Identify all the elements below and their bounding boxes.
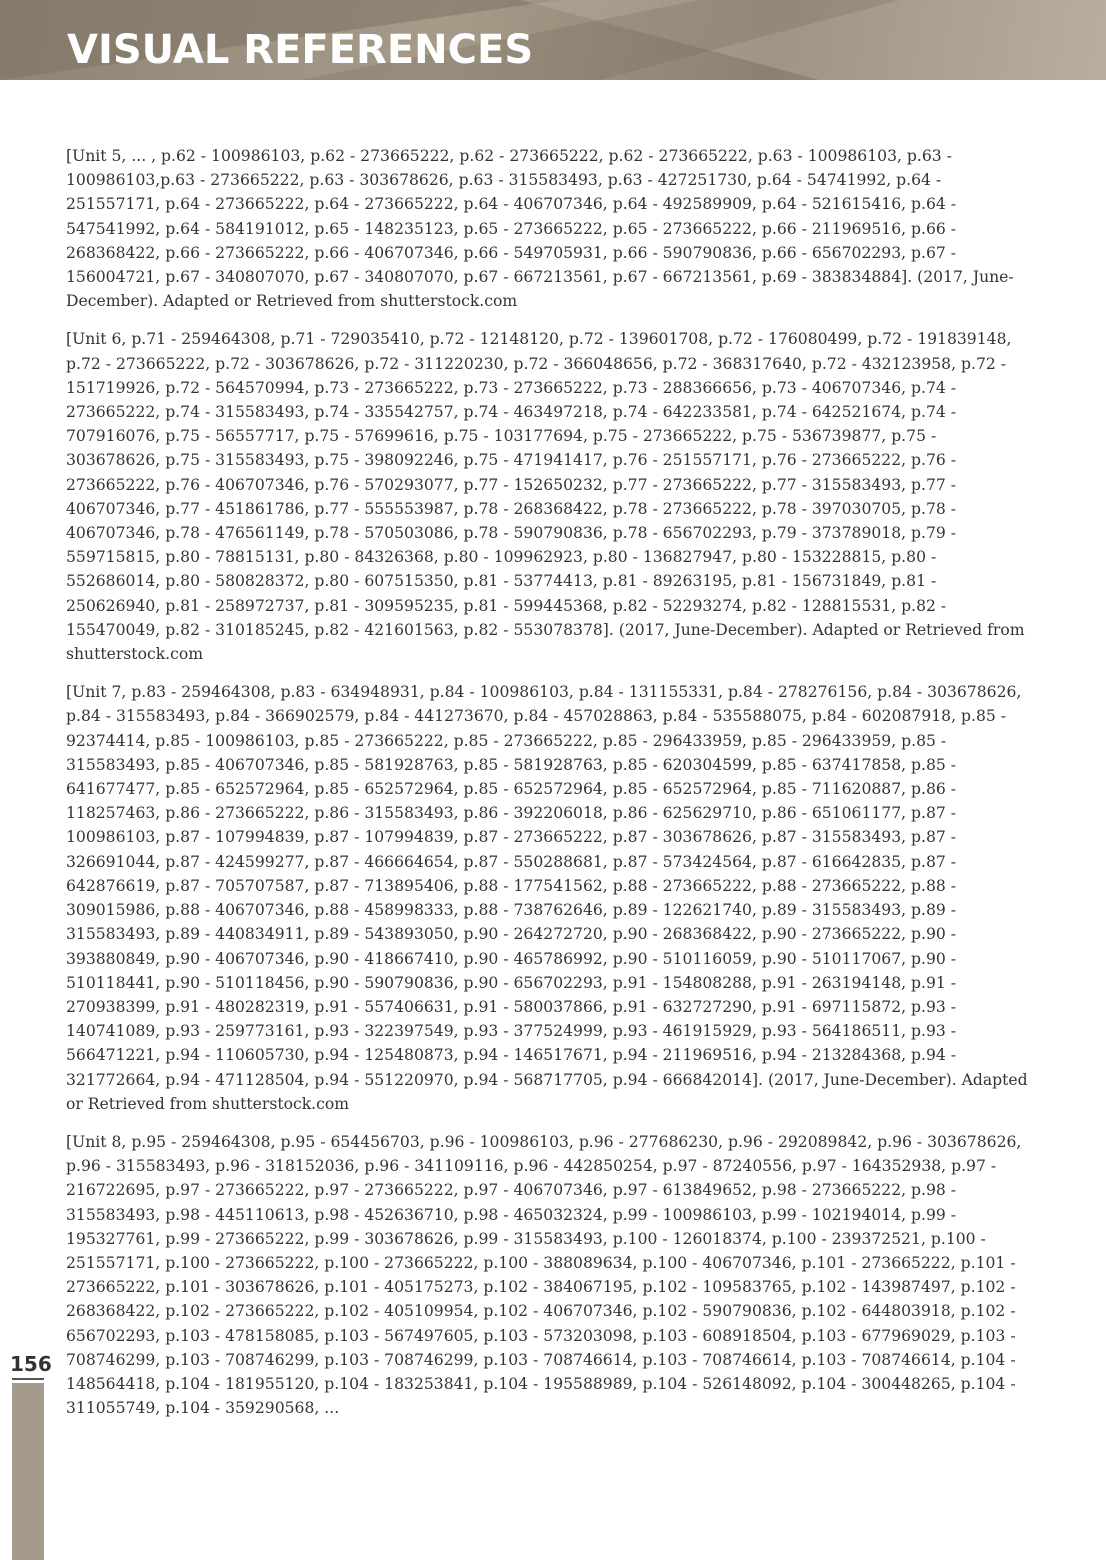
page-number-rule (12, 1378, 44, 1380)
reference-paragraph-unit-8: [Unit 8, p.95 - 259464308, p.95 - 654456703, p.96 - 100986103, p.96 - 277686230, p.96 - 292089842, p.96 - 303678626, p.96 - 315583493, p.96 - 318152036, p.96 - 341109116, p.96 - 442850254, p.97 - 87240556, p.97 - 164352938, p.97 - 216722695, p.97 - 273665222, p.97 - 273665222, p.97 - 406707346, p.97 - 613849652, p.98 - 273665222, p.98 - 315583493, p.98 - 445110613, p.98 - 452636710, p.98 - 465032324, p.99 - 100986103, p.99 - 102194014, p.99 - 195327761, p.99 - 273665222, p.99 - 303678626, p.99 - 315583493, p.100 - 126018374, p.100 - 239372521, p.100 - 251557171, p.100 - 273665222, p.100 - 273665222, p.100 - 388089634, p.100 - 406707346, p.101 - 273665222, p.101 - 273665222, p.101 - 303678626, p.101 - 405175273, p.102 - 384067195, p.102 - 109583765, p.102 - 143987497, p.102 - 268368422, p.102 - 273665222, p.102 - 405109954, p.102 - 406707346, p.102 - 590790836, p.102 - 644803918, p.102 - 656702293, p.103 - 478158085, p.103 - 567497605, p.103 - 573203098, p.103 - 608918504, p.103 - 677969029, p.103 - 708746299, p.103 - 708746299, p.103 - 708746299, p.103 - 708746614, p.103 - 708746614, p.103 - 708746614, p.104 - 148564418, p.104 - 181955120, p.104 - 183253841, p.104 - 195588989, p.104 - 526148092, p.104 - 300448265, p.104 - 311055749, p.104 - 359290568, ... (66, 1132, 1022, 1418)
reference-paragraph-unit-7: [Unit 7, p.83 - 259464308, p.83 - 634948931, p.84 - 100986103, p.84 - 131155331, p.84 - 278276156, p.84 - 303678626, p.84 - 315583493, p.84 - 366902579, p.84 - 441273670, p.84 - 457028863, p.84 - 535588075, p.84 - 602087918, p.85 - 92374414, p.85 - 100986103, p.85 - 273665222, p.85 - 273665222, p.85 - 296433959, p.85 - 296433959, p.85 - 315583493, p.85 - 406707346, p.85 - 581928763, p.85 - 581928763, p.85 - 620304599, p.85 - 637417858, p.85 - 641677477, p.85 - 652572964, p.85 - 652572964, p.85 - 652572964, p.85 - 652572964, p.85 - 711620887, p.86 - 118257463, p.86 - 273665222, p.86 - 315583493, p.86 - 392206018, p.86 - 625629710, p.86 - 651061177, p.87 - 100986103, p.87 - 107994839, p.87 - 107994839, p.87 - 273665222, p.87 - 303678626, p.87 - 315583493, p.87 - 326691044, p.87 - 424599277, p.87 - 466664654, p.87 - 550288681, p.87 - 573424564, p.87 - 616642835, p.87 - 642876619, p.87 - 705707587, p.87 - 713895406, p.88 - 177541562, p.88 - 273665222, p.88 - 273665222, p.88 - 309015986, p.88 - 406707346, p.88 - 458998333, p.88 - 738762646, p.89 - 122621740, p.89 - 315583493, p.89 - 315583493, p.89 - 440834911, p.89 - 543893050, p.90 - 264272720, p.90 - 268368422, p.90 - 273665222, p.90 - 393880849, p.90 - 406707346, p.90 - 418667410, p.90 - 465786992, p.90 - 510116059, p.90 - 510117067, p.90 - 510118441, p.90 - 510118456, p.90 - 590790836, p.90 - 656702293, p.91 - 154808288, p.91 - 263194148, p.91 - 270938399, p.91 - 480282319, p.91 - 557406631, p.91 - 580037866, p.91 - 632727290, p.91 - 697115872, p.93 - 140741089, p.93 - 259773161, p.93 - 322397549, p.93 - 377524999, p.93 - 461915929, p.93 - 564186511, p.93 - 566471221, p.94 - 110605730, p.94 - 125480873, p.94 - 146517671, p.94 - 211969516, p.94 - 213284368, p.94 - 321772664, p.94 - 471128504, p.94 - 551220970, p.94 - 568717705, p.94 - 666842014]. (2017, June-December). Adapted or Retrieved from shutterstock.com (66, 683, 1028, 1113)
reference-paragraph-unit-6: [Unit 6, p.71 - 259464308, p.71 - 729035410, p.72 - 12148120, p.72 - 139601708, p.72 - 176080499, p.72 - 191839148, p.72 - 273665222, p.72 - 303678626, p.72 - 311220230, p.72 - 366048656, p.72 - 368317640, p.72 - 432123958, p.72 - 151719926, p.72 - 564570994, p.73 - 273665222, p.73 - 273665222, p.73 - 288366656, p.73 - 406707346, p.74 - 273665222, p.74 - 315583493, p.74 - 335542757, p.74 - 463497218, p.74 - 642233581, p.74 - 642521674, p.74 - 707916076, p.75 - 56557717, p.75 - 57699616, p.75 - 103177694, p.75 - 273665222, p.75 - 536739877, p.75 - 303678626, p.75 - 315583493, p.75 - 398092246, p.75 - 471941417, p.76 - 251557171, p.76 - 273665222, p.76 - 273665222, p.76 - 406707346, p.76 - 570293077, p.77 - 152650232, p.77 - 273665222, p.77 - 315583493, p.77 - 406707346, p.77 - 451861786, p.77 - 555553987, p.78 - 268368422, p.78 - 273665222, p.78 - 397030705, p.78 - 406707346, p.78 - 476561149, p.78 - 570503086, p.78 - 590790836, p.78 - 656702293, p.79 - 373789018, p.79 - 559715815, p.80 - 78815131, p.80 - 84326368, p.80 - 109962923, p.80 - 136827947, p.80 - 153228815, p.80 - 552686014, p.80 - 580828372, p.80 - 607515350, p.81 - 53774413, p.81 - 89263195, p.81 - 156731849, p.81 - 250626940, p.81 - 258972737, p.81 - 309595235, p.81 - 599445368, p.82 - 52293274, p.82 - 128815531, p.82 - 155470049, p.82 - 310185245, p.82 - 421601563, p.82 - 553078378]. (2017, June-December). Adapted or Retrieved from shutterstock.com (66, 330, 1025, 664)
header-band (0, 0, 1106, 80)
page-title: VISUAL REFERENCES (67, 27, 534, 73)
references-content (66, 144, 1028, 1434)
page-number: 156 (10, 1352, 52, 1376)
reference-paragraph-unit-5: [Unit 5, ... , p.62 - 100986103, p.62 - 273665222, p.62 - 273665222, p.62 - 273665222, p.63 - 100986103, p.63 - 100986103,p.63 - 273665222, p.63 - 303678626, p.63 - 315583493, p.63 - 427251730, p.64 - 54741992, p.64 - 251557171, p.64 - 273665222, p.64 - 273665222, p.64 - 406707346, p.64 - 492589909, p.64 - 521615416, p.64 - 547541992, p.64 - 584191012, p.65 - 148235123, p.65 - 273665222, p.65 - 273665222, p.66 - 211969516, p.66 - 268368422, p.66 - 273665222, p.66 - 406707346, p.66 - 549705931, p.66 - 590790836, p.66 - 656702293, p.67 - 156004721, p.67 - 340807070, p.67 - 340807070, p.67 - 667213561, p.67 - 667213561, p.69 - 383834884]. (2017, June-December). Adapted or Retrieved from shutterstock.com (66, 147, 1014, 311)
side-color-bar (12, 1383, 44, 1560)
